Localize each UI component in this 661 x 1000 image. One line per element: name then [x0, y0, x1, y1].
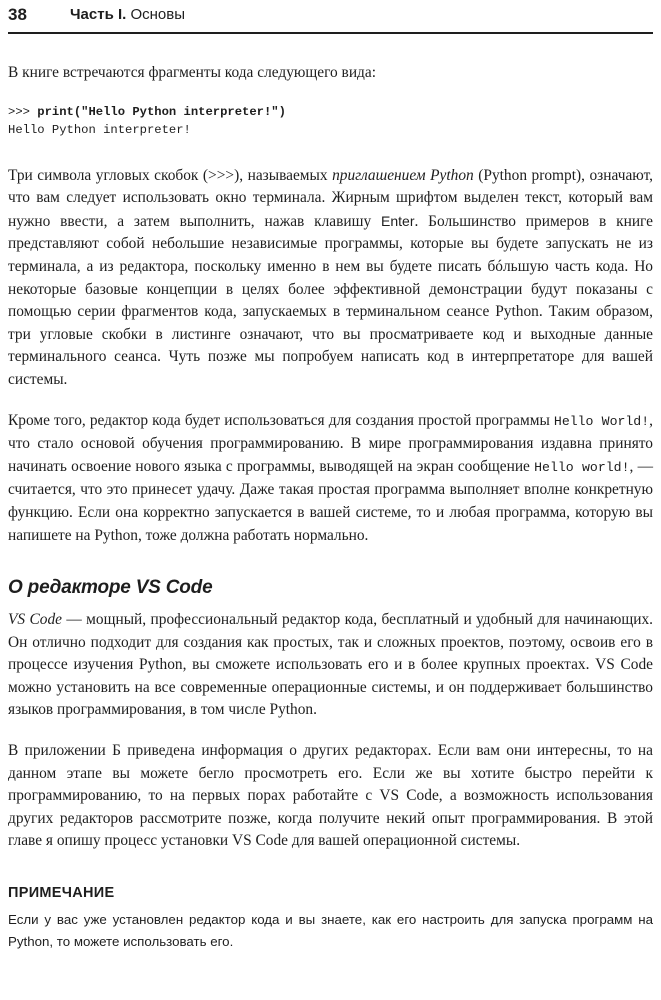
para1-text-c: . Большинство примеров в книге представляют собой небольшие независимые программы, которые вы будете запускать не из терминала, а из редактора, поскольку именно в нем вы будете писать бóльшую часть кода. Но некоторые базовые концепции в целях более эффективной демонстрации будут показаны с помощью серии фрагментов кода, запускаемых в терминальном сеансе Python. Таким образом, три угловые скобки в листинге означают, что вы просматриваете код и выходные данные терминального сеанса. Чуть позже мы попробуем написать код в интерпретаторе для вашей системы. [8, 212, 653, 388]
code-input-line [8, 103, 653, 121]
page-number: 38 [8, 5, 27, 24]
para1-text-a: Три символа угловых скобок (>>>), называемых [8, 166, 333, 184]
paragraph-other-editors: В приложении Б приведена информация о других редакторах. Если вам они интересны, то на данном этапе вы можете бегло просмотреть его. Если же вы хотите быстро перейти к программированию, то на первых порах работайте с VS Code, а возможность использования других редакторов рассмотрите позже, когда получите некий опыт программирования. В этой главе я опишу процесс установки VS Code для вашей операционной системы. [8, 742, 653, 850]
para2-text-a: Кроме того, редактор кода будет использоваться для создания простой программы [8, 411, 554, 429]
intro-text: В книге встречаются фрагменты кода следующего вида: [8, 64, 376, 81]
note-title: ПРИМЕЧАНИЕ [8, 885, 115, 902]
part-label: Часть I. [70, 6, 127, 23]
running-title [70, 6, 185, 23]
paragraph-prompt [8, 165, 653, 392]
paragraph-hello-world [8, 410, 653, 548]
paragraph-vscode [8, 609, 653, 722]
para1-text-b: (Python prompt), означают, что вам следует использовать окно терминала. Жирным шрифтом выделен текст, который вам нужно ввести, а затем выполнить, нажав клавишу [8, 166, 653, 230]
page-body [8, 62, 653, 953]
part-title: Основы [130, 6, 186, 23]
term-vs-code: VS Code [8, 611, 62, 629]
para3-text: — мощный, профессиональный редактор кода, бесплатный и удобный для начинающих. Он отлично подходит для создания как простых, так и сложных проектов, поэтому, освоив его в процессе изучения Python, вы сможете использовать его и в более крупных проектах. VS Code можно установить на все современные операционные системы, и он поддерживает большинство языков программирования, в том числе Python. [8, 611, 653, 719]
header-rule [8, 32, 653, 34]
code-prompt: >>> [8, 104, 38, 119]
inline-code-hello-world: Hello World! [553, 413, 650, 429]
code-command: print("Hello Python interpreter!") [37, 104, 286, 119]
inline-code-hello-world-lower: Hello world! [534, 459, 630, 475]
key-enter: Enter [381, 212, 415, 229]
para2-text-b: , что стало основой обучения программированию. В мире программирования издавна принято начинать освоение нового языка с программы, выводящей на экран сообщение [8, 411, 653, 475]
para2-text-c: , — считается, что это принесет удачу. Даже такая простая программа выполняет вполне конкретную функцию. Если она корректно запускается в вашей системе, то и любая программа, которую вы напишете на Python, тоже должна работать нормально. [8, 457, 653, 544]
running-header [8, 4, 653, 34]
note-box [8, 885, 653, 953]
term-python-prompt: приглашением Python [332, 166, 474, 184]
section-heading: О редакторе VS Code [8, 577, 213, 599]
code-output-line: Hello Python interpreter! [8, 122, 191, 137]
code-listing [8, 103, 653, 139]
note-text: Если у вас уже установлен редактор кода и вы знаете, как его настроить для запуска программ на Python, то можете использовать его. [8, 912, 653, 950]
